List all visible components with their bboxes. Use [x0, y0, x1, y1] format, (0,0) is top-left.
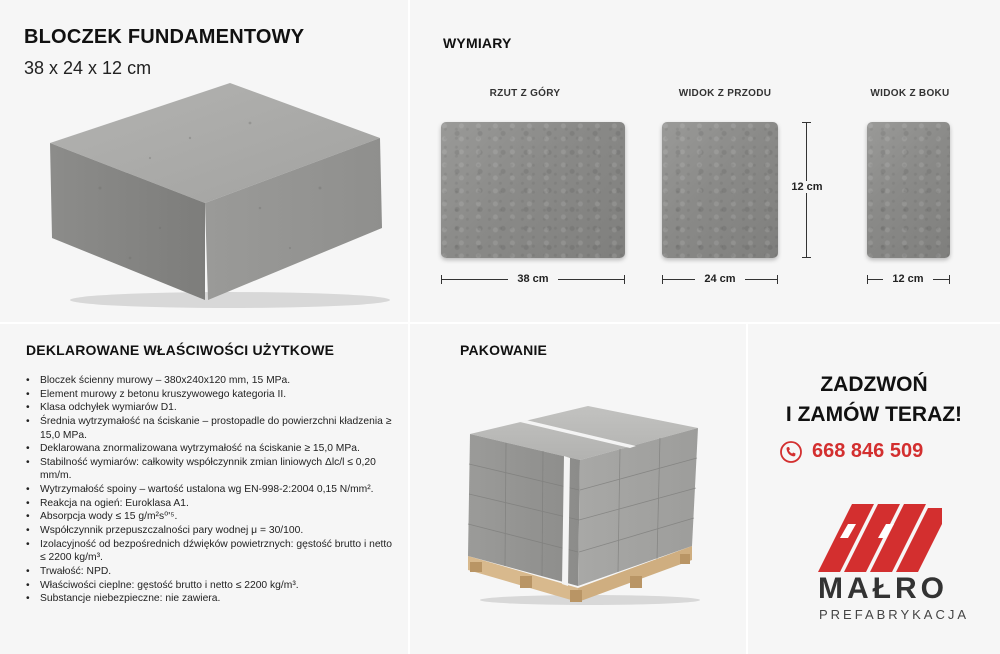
list-item: • Deklarowana znormalizowana wytrzymałość na ściskanie ≥ 15,0 MPa. [26, 442, 396, 455]
side-view-block [867, 122, 950, 258]
dimensions-panel [410, 0, 1000, 322]
view-label-side: WIDOK Z BOKU [870, 88, 950, 99]
list-item: • Izolacyjność od bezpośrednich dźwięków powietrznych: gęstość brutto i netto ≤ 2200 kg/m³. [26, 538, 396, 565]
height-label-front: 12 cm [782, 181, 832, 193]
product-size: 38 x 24 x 12 cm [24, 58, 152, 78]
packaging-panel [410, 324, 746, 654]
phone-icon [780, 441, 802, 463]
list-item: • Bloczek ścienny murowy – 380x240x120 mm, 15 MPa. [26, 374, 396, 387]
width-label-side: 12 cm [883, 273, 933, 285]
list-item: • Absorpcja wody ≤ 15 g/m²s⁰'⁵. [26, 510, 396, 523]
phone-number[interactable]: 668 846 509 [812, 440, 924, 462]
product-title: BLOCZEK FUNDAMENTOWY [24, 26, 305, 48]
malro-logo-icon [818, 504, 946, 572]
properties-heading: DEKLAROWANE WŁAŚCIWOŚCI UŻYTKOWE [26, 342, 335, 358]
block-image [40, 78, 390, 310]
view-label-top: RZUT Z GÓRY [489, 88, 561, 99]
top-view-block [441, 122, 625, 258]
list-item: • Element murowy z betonu kruszywowego kategoria II. [26, 388, 396, 401]
list-item: • Średnia wytrzymałość na ściskanie – prostopadle do powierzchni kładzenia ≥ 15,0 MPa. [26, 415, 396, 442]
list-item: • Stabilność wymiarów: całkowity współczynnik zmian liniowych Δlc/l ≤ 0,20 mm/m. [26, 456, 396, 483]
packaging-heading: PAKOWANIE [460, 342, 548, 358]
product-panel [0, 0, 408, 322]
cta-line-2: I ZAMÓW TERAZ! [785, 403, 963, 426]
brand-tagline: PREFABRYKACJA [819, 607, 970, 622]
width-label-front: 24 cm [695, 273, 745, 285]
cta-line-1: ZADZWOŃ [820, 373, 928, 396]
dimensions-heading: WYMIARY [443, 35, 512, 51]
width-label-top: 38 cm [508, 273, 558, 285]
list-item: • Właściwości cieplne: gęstość brutto i netto ≤ 2200 kg/m³. [26, 579, 396, 592]
list-item: • Współczynnik przepuszczalności pary wodnej μ = 30/100. [26, 524, 396, 537]
contact-panel [748, 324, 1000, 654]
brand-name: MAŁRO [818, 572, 948, 605]
pallet-image [460, 406, 710, 606]
list-item: • Reakcja na ogień: Euroklasa A1. [26, 497, 396, 510]
list-item: • Wytrzymałość spoiny – wartość ustalona wg EN-998-2:2004 0,15 N/mm². [26, 483, 396, 496]
properties-list [26, 374, 396, 606]
list-item: • Substancje niebezpieczne: nie zawiera. [26, 592, 396, 605]
list-item: • Klasa odchyłek wymiarów D1. [26, 401, 396, 414]
view-label-front: WIDOK Z PRZODU [678, 88, 772, 99]
properties-panel [0, 324, 408, 654]
list-item: • Trwałość: NPD. [26, 565, 396, 578]
front-view-block [662, 122, 778, 258]
